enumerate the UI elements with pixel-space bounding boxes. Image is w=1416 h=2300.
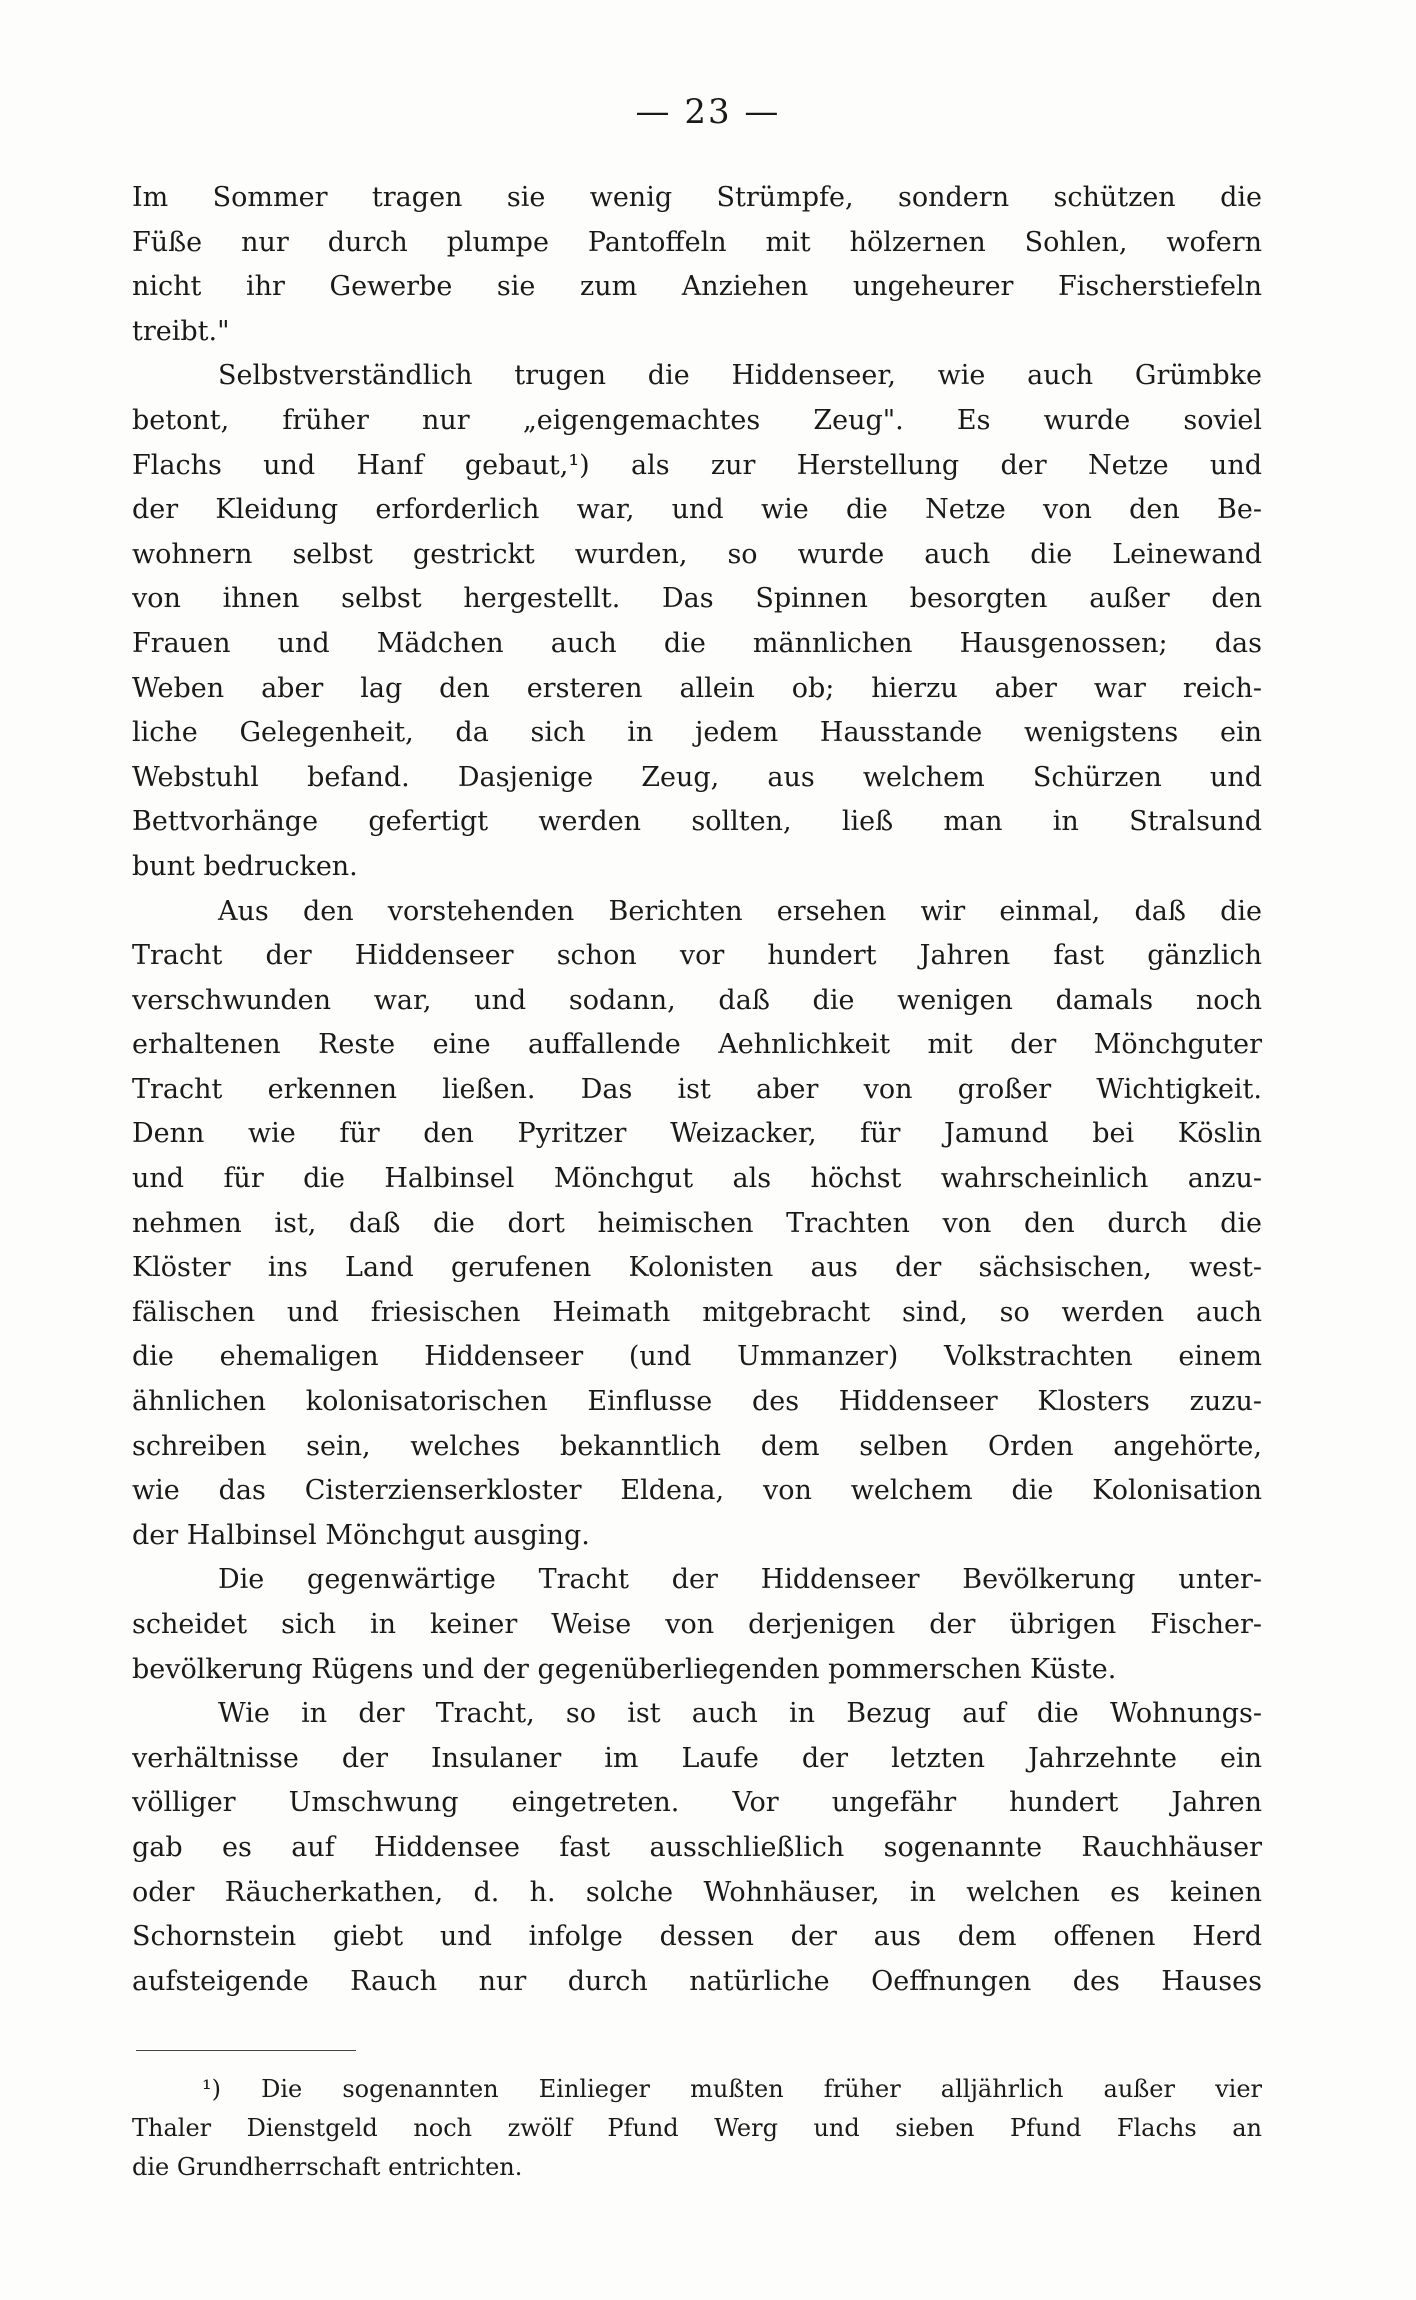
footnote-line: Thaler Dienstgeld noch zwölf Pfund Werg und sieben Pfund Flachs an [132, 2114, 1262, 2142]
text-line: Flachs und Hanf gebaut,¹) als zur Herstellung der Netze und [132, 449, 1262, 481]
footnote-line: die Grundherrschaft entrichten. [132, 2153, 523, 2181]
text-line: betont, früher nur „eigengemachtes Zeug". Es wurde soviel [132, 404, 1262, 436]
text-line: der Kleidung erforderlich war, und wie die Netze von den Be- [132, 494, 1262, 526]
text-line: erhaltenen Reste eine auffallende Aehnlichkeit mit der Mönchguter [132, 1029, 1262, 1061]
text-line: nehmen ist, daß die dort heimischen Trachten von den durch die [132, 1207, 1262, 1239]
text-line: gab es auf Hiddensee fast ausschließlich sogenannte Rauchhäuser [132, 1831, 1262, 1863]
text-line: wie das Cisterzienserkloster Eldena, von welchem die Kolonisation [132, 1475, 1262, 1507]
text-line: scheidet sich in keiner Weise von derjenigen der übrigen Fischer- [132, 1609, 1262, 1640]
body-text [132, 176, 1262, 2004]
text-line: Tracht der Hiddenseer schon vor hundert Jahren fast gänzlich [132, 940, 1262, 972]
text-line: Schornstein giebt und infolge dessen der aus dem offenen Herd [132, 1921, 1262, 1953]
text-line: oder Räucherkathen, d. h. solche Wohnhäuser, in welchen es keinen [132, 1876, 1262, 1908]
text-line: wohnern selbst gestrickt wurden, so wurde auch die Leinewand [132, 538, 1262, 570]
footnote-line: ¹) Die sogenannten Einlieger mußten früher alljährlich außer vier [202, 2075, 1262, 2103]
text-line: Frauen und Mädchen auch die männlichen Hausgenossen; das [132, 627, 1262, 659]
text-line: von ihnen selbst hergestellt. Das Spinnen besorgten außer den [132, 583, 1262, 615]
text-line: Webstuhl befand. Dasjenige Zeug, aus welchem Schürzen und [132, 761, 1262, 793]
text-line: fälischen und friesischen Heimath mitgebracht sind, so werden auch [132, 1296, 1262, 1328]
text-line: Im Sommer tragen sie wenig Strümpfe, sondern schützen die [132, 182, 1262, 213]
text-line: schreiben sein, welches bekanntlich dem selben Orden angehörte, [132, 1430, 1262, 1462]
text-line: Füße nur durch plumpe Pantoffeln mit hölzernen Sohlen, wofern [132, 226, 1262, 258]
text-line: völliger Umschwung eingetreten. Vor ungefähr hundert Jahren [132, 1787, 1262, 1819]
text-line: und für die Halbinsel Mönchgut als höchst wahrscheinlich anzu- [132, 1163, 1262, 1195]
text-line: Aus den vorstehenden Berichten ersehen wir einmal, daß die [218, 895, 1262, 927]
text-line: Wie in der Tracht, so ist auch in Bezug auf die Wohnungs- [218, 1698, 1262, 1730]
text-line: bevölkerung Rügens und der gegenüberliegenden pommerschen Küste. [132, 1653, 1117, 1685]
text-line: Denn wie für den Pyritzer Weizacker, für Jamund bei Köslin [132, 1118, 1262, 1150]
text-line: nicht ihr Gewerbe sie zum Anziehen ungeheurer Fischerstiefeln [132, 271, 1262, 303]
text-line: Weben aber lag den ersteren allein ob; hierzu aber war reich- [132, 672, 1262, 704]
footnote-divider [136, 2050, 356, 2051]
text-line: aufsteigende Rauch nur durch natürliche Oeffnungen des Hauses [132, 1965, 1262, 1997]
text-line: verschwunden war, und sodann, daß die wenigen damals noch [132, 984, 1262, 1016]
text-line: treibt." [132, 315, 230, 347]
text-line: liche Gelegenheit, da sich in jedem Hausstande wenigstens ein [132, 717, 1262, 749]
text-line: verhältnisse der Insulaner im Laufe der letzten Jahrzehnte ein [132, 1742, 1262, 1774]
footnotes [132, 2070, 1262, 2187]
text-line: Tracht erkennen ließen. Das ist aber von großer Wichtigkeit. [132, 1073, 1262, 1105]
text-line: der Halbinsel Mönchgut ausging. [132, 1519, 590, 1551]
text-line: Selbstverständlich trugen die Hiddenseer, wie auch Grümbke [218, 360, 1262, 392]
text-line: Die gegenwärtige Tracht der Hiddenseer Bevölkerung unter- [218, 1564, 1262, 1596]
text-line: die ehemaligen Hiddenseer (und Ummanzer) Volkstrachten einem [132, 1341, 1262, 1373]
text-line: Bettvorhänge gefertigt werden sollten, ließ man in Stralsund [132, 806, 1262, 838]
text-line: ähnlichen kolonisatorischen Einflusse des Hiddenseer Klosters zuzu- [132, 1386, 1262, 1418]
text-line: Klöster ins Land gerufenen Kolonisten aus der sächsischen, west- [132, 1252, 1262, 1284]
page-number: — 23 — [635, 92, 781, 132]
text-line: bunt bedrucken. [132, 850, 358, 882]
